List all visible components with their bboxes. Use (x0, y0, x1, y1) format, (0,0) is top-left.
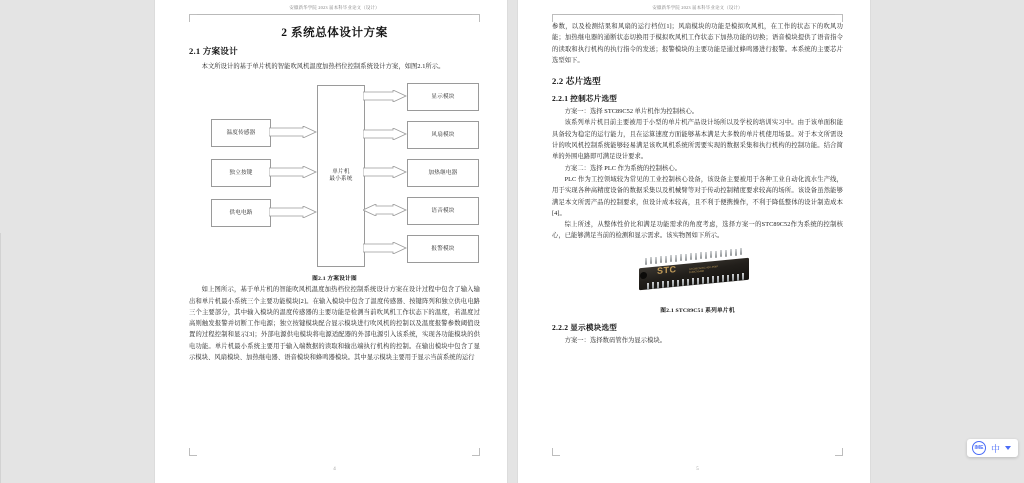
diagram-arrow-output-4 (363, 242, 407, 254)
crop-mark-top-right (472, 14, 480, 22)
crop-mark-top-left (189, 14, 197, 22)
crop-mark-bottom-right-right-page (835, 448, 843, 456)
diagram-arrow-output-1 (363, 128, 407, 140)
ime-mode-label[interactable]: 中 (990, 443, 1000, 454)
viewer-left-rail (0, 233, 1, 483)
chip-pin1-notch-icon (640, 271, 647, 279)
figure-caption-2-1: 图2.1 方案设计图 (312, 276, 357, 283)
chip-brand-label: STC (656, 263, 676, 276)
section-title-2-2-2: 2.2.2 显示模块选型 (552, 322, 618, 332)
diagram-box-core (317, 85, 365, 267)
ime-logo-icon: IME (972, 441, 986, 455)
paragraph-plan-one: 方案一：选择 STC89C52 单片机作为控制核心。 (564, 108, 699, 116)
figure-caption-chip: 图2.1 STC89C51 系列单片机 (660, 307, 735, 314)
chip-photo-image (623, 251, 773, 303)
diagram-arrow-input-1 (269, 166, 317, 178)
running-header-left: 安徽新华学院 2023 届本科毕业论文（设计） (289, 5, 380, 10)
page-number-left: 4 (333, 467, 336, 472)
crop-mark-bottom-left-right-page (552, 448, 560, 456)
diagram-arrow-input-0 (269, 126, 317, 138)
diagram-arrow-output-3-bidirectional (363, 204, 407, 216)
diagram-box-input-0: 温度传感器 (211, 119, 271, 147)
chevron-down-icon[interactable] (1005, 446, 1011, 450)
page-number-right: 5 (696, 467, 699, 472)
crop-mark-bottom-right (472, 448, 480, 456)
header-rule-right (552, 14, 843, 15)
diagram-arrow-output-0 (363, 90, 407, 102)
chip-photo-figure (623, 251, 773, 303)
paragraph-plan-two: 方案二：选择 PLC 作为系统的控制核心。 (564, 164, 682, 172)
header-rule-left (189, 14, 480, 15)
diagram-box-input-2: 供电电路 (211, 199, 271, 227)
section-title-2-2: 2.2 芯片选型 (552, 76, 601, 87)
crop-mark-bottom-left (189, 448, 197, 456)
paragraph-continued: 参数，以及检测结果和风扇的运行档位[1]；风扇模块的功能是模拟吹风机，在工作的状态下的吹风功能；加热继电器的通断状态切换用于模拟吹风机工作状态下加热功能的切换；语音模块提供了语音指令的读取和执行机构的执行指令的发送；报警模块的主要功能是通过蜂鸣器进行报警。本系统的主要芯片选型如下。 (552, 23, 843, 64)
chapter-title: 2 系统总体设计方案 (281, 27, 388, 39)
paragraph-plan-one-body: 该系列单片机目前主要被用于小型的单片机产品设计场所以及学校的培训实习中。由于该单面积能具备较为稳定的运行能力，且在运算速度方面能够基本满足大多数的单片机使用场景。对于本文所需设计的吹风机控制系统能够轻易满足该吹风机系统所需要实现的数据采集和执行机构的控制功能。结合简单的外围电路即可满足设计要求。 (552, 119, 843, 161)
system-block-diagram (189, 77, 480, 273)
diagram-box-output-3: 语音模块 (407, 197, 479, 225)
document-page-left[interactable] (155, 0, 507, 483)
section-title-2-2-1: 2.2.1 控制芯片选型 (552, 94, 618, 104)
paragraph-conclusion: 综上所述，从整体性价比和满足功能需求的角度考虑，选择方案一的STC89C52作为系统的控制核心，已能够满足当前的检测和显示需求。该实物图如下所示。 (552, 221, 843, 240)
diagram-box-input-1: 独立按键 (211, 159, 271, 187)
diagram-arrow-output-2 (363, 166, 407, 178)
chip-part-marking: STC89C52RC 40C-PDIP 1138CV5488 (688, 265, 718, 275)
paragraph-after-figure: 如上图所示，基于单片机的智能吹风机温度加热档位控制系统设计方案在设计过程中包含了输入输出和单片机最小系统三个主要功能模块[2]。在输入模块中包含了温度传感器、按键阵列和独立供电电路三个主要部分，其中输入模块的温度传感器的主要功能是检测当前吹风机工作状态下的温度，若温度过高则触发报警并切断工作电源；独立按键模块配合显示模块进行吹风机的控制以及温度报警参数阈值设置的过程控制和显示[3]；外部电源供电模块将电源适配器的外部电源引入该系统，实现各功能模块的供电功能。单片机最小系统主要用于输入端数据的读取和输出端执行机构的控制。在输出模块中包含了显示模块、风扇模块、加热继电器、语音模块和蜂鸣器模块。其中显示模块主要用于显示当前系统的运行 (189, 286, 480, 362)
diagram-box-output-4: 报警模块 (407, 235, 479, 263)
diagram-core-line-2: 最小系统 (329, 176, 353, 183)
document-page-right[interactable] (518, 0, 870, 483)
ime-indicator[interactable] (967, 439, 1018, 457)
diagram-box-output-1: 风扇模块 (407, 121, 479, 149)
diagram-arrow-input-2 (269, 206, 317, 218)
paragraph-plan-two-body: PLC 作为工控领域较为常见的工业控制核心设备，该设备主要被用于各种工业自动化流水生产线，用于实现各种高精度设备的数据采集以及机械臂等对于传动控制精度要求较高的场所。该设备虽然能够满足本文所需产品的控制要求，但设计成本较高，且不利于便携操作，不利于降低整体的设计制造成本[4]。 (552, 175, 843, 217)
running-header-right: 安徽新华学院 2023 届本科毕业论文（设计） (652, 5, 743, 10)
paragraph-intro: 本文所设计的基于单片机的智能吹风机温度加热档位控制系统设计方案，如图2.1所示。 (201, 63, 445, 70)
section-title-2-1: 2.1 方案设计 (189, 46, 238, 56)
paragraph-display-plan-one: 方案一：选择数码管作为显示模块。 (564, 336, 667, 344)
diagram-box-output-2: 加热继电器 (407, 159, 479, 187)
diagram-core-line-1: 单片机 (332, 168, 350, 175)
diagram-box-output-0: 显示模块 (407, 83, 479, 111)
